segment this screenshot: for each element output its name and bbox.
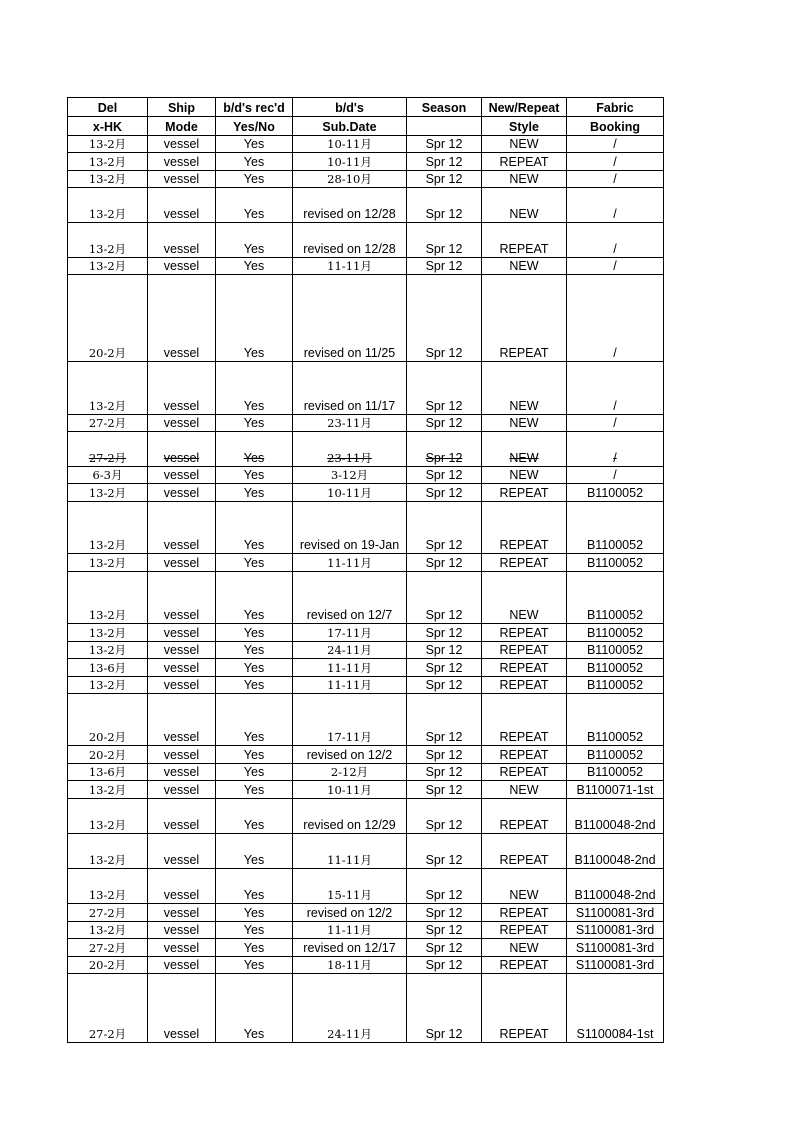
bds-recd-cell: Yes	[216, 572, 293, 624]
bds-recd-cell: Yes	[216, 834, 293, 869]
ship-mode-cell: vessel	[148, 188, 216, 223]
table-row	[68, 974, 664, 1043]
fabric-booking-cell: B1100052	[567, 746, 664, 764]
bds-recd-cell: Yes	[216, 624, 293, 642]
bds-recd-cell: Yes	[216, 415, 293, 432]
del-xhk-cell: 13-2月	[68, 834, 148, 869]
sub-date-cell: 10-11月	[293, 781, 407, 799]
header-del: Del	[68, 98, 148, 117]
ship-mode-cell: vessel	[148, 904, 216, 922]
table-row	[68, 188, 664, 223]
ship-mode-cell: vessel	[148, 171, 216, 188]
season-cell: Spr 12	[407, 554, 482, 572]
del-xhk-cell: 27-2月	[68, 432, 148, 467]
ship-mode-cell: vessel	[148, 694, 216, 746]
table-row	[68, 694, 664, 746]
ship-mode-cell: vessel	[148, 554, 216, 572]
del-xhk-cell: 13-2月	[68, 781, 148, 799]
season-cell: Spr 12	[407, 746, 482, 764]
bds-recd-cell: Yes	[216, 659, 293, 677]
table-body	[68, 136, 664, 1043]
fabric-booking-cell: B1100052	[567, 624, 664, 642]
fabric-booking-cell: /	[567, 432, 664, 467]
new-repeat-cell: NEW	[482, 432, 567, 467]
table-row	[68, 834, 664, 869]
fabric-booking-cell: S1100084-1st	[567, 974, 664, 1043]
bds-recd-cell: Yes	[216, 974, 293, 1043]
ship-mode-cell: vessel	[148, 939, 216, 957]
table-row	[68, 554, 664, 572]
new-repeat-cell: REPEAT	[482, 746, 567, 764]
header-style: Style	[482, 117, 567, 136]
fabric-booking-cell: B1100052	[567, 554, 664, 572]
table-header	[68, 98, 664, 136]
bds-recd-cell: Yes	[216, 258, 293, 275]
bulk-delivery-table	[67, 97, 664, 1043]
season-cell: Spr 12	[407, 188, 482, 223]
sub-date-cell: 15-11月	[293, 869, 407, 904]
del-xhk-cell: 13-2月	[68, 258, 148, 275]
season-cell: Spr 12	[407, 869, 482, 904]
bds-recd-cell: Yes	[216, 223, 293, 258]
bds-recd-cell: Yes	[216, 432, 293, 467]
del-xhk-cell: 13-2月	[68, 922, 148, 939]
season-cell: Spr 12	[407, 136, 482, 153]
table-row	[68, 136, 664, 153]
ship-mode-cell: vessel	[148, 764, 216, 781]
season-cell: Spr 12	[407, 415, 482, 432]
fabric-booking-cell: B1100071-1st	[567, 781, 664, 799]
season-cell: Spr 12	[407, 904, 482, 922]
del-xhk-cell: 13-2月	[68, 624, 148, 642]
fabric-booking-cell: /	[567, 223, 664, 258]
fabric-booking-cell: /	[567, 415, 664, 432]
table-row	[68, 659, 664, 677]
new-repeat-cell: REPEAT	[482, 659, 567, 677]
sub-date-cell: 10-11月	[293, 136, 407, 153]
season-cell: Spr 12	[407, 258, 482, 275]
ship-mode-cell: vessel	[148, 957, 216, 974]
fabric-booking-cell: S1100081-3rd	[567, 957, 664, 974]
bds-recd-cell: Yes	[216, 799, 293, 834]
fabric-booking-cell: B1100052	[567, 572, 664, 624]
sub-date-cell: revised on 12/28	[293, 223, 407, 258]
sub-date-cell: 3-12月	[293, 467, 407, 484]
ship-mode-cell: vessel	[148, 624, 216, 642]
sub-date-cell: revised on 12/28	[293, 188, 407, 223]
del-xhk-cell: 13-2月	[68, 642, 148, 659]
table-row	[68, 415, 664, 432]
new-repeat-cell: REPEAT	[482, 677, 567, 694]
del-xhk-cell: 13-6月	[68, 659, 148, 677]
sub-date-cell: revised on 19-Jan	[293, 502, 407, 554]
del-xhk-cell: 27-2月	[68, 939, 148, 957]
sub-date-cell: 11-11月	[293, 659, 407, 677]
new-repeat-cell: NEW	[482, 939, 567, 957]
table-row	[68, 432, 664, 467]
bds-recd-cell: Yes	[216, 171, 293, 188]
season-cell: Spr 12	[407, 939, 482, 957]
fabric-booking-cell: S1100081-3rd	[567, 939, 664, 957]
table-row	[68, 904, 664, 922]
sub-date-cell: 28-10月	[293, 171, 407, 188]
season-cell: Spr 12	[407, 171, 482, 188]
ship-mode-cell: vessel	[148, 275, 216, 362]
bds-recd-cell: Yes	[216, 642, 293, 659]
fabric-booking-cell: B1100048-2nd	[567, 869, 664, 904]
sub-date-cell: revised on 11/17	[293, 362, 407, 415]
table-row	[68, 362, 664, 415]
table-row	[68, 939, 664, 957]
table-row	[68, 572, 664, 624]
sub-date-cell: revised on 12/17	[293, 939, 407, 957]
header-mode: Mode	[148, 117, 216, 136]
fabric-booking-cell: /	[567, 258, 664, 275]
new-repeat-cell: NEW	[482, 362, 567, 415]
ship-mode-cell: vessel	[148, 922, 216, 939]
new-repeat-cell: REPEAT	[482, 694, 567, 746]
new-repeat-cell: REPEAT	[482, 922, 567, 939]
del-xhk-cell: 13-6月	[68, 764, 148, 781]
ship-mode-cell: vessel	[148, 974, 216, 1043]
ship-mode-cell: vessel	[148, 659, 216, 677]
table-row	[68, 624, 664, 642]
fabric-booking-cell: B1100048-2nd	[567, 799, 664, 834]
bds-recd-cell: Yes	[216, 136, 293, 153]
table-row	[68, 484, 664, 502]
del-xhk-cell: 13-2月	[68, 223, 148, 258]
del-xhk-cell: 13-2月	[68, 136, 148, 153]
ship-mode-cell: vessel	[148, 153, 216, 171]
new-repeat-cell: NEW	[482, 467, 567, 484]
bds-recd-cell: Yes	[216, 764, 293, 781]
header-sub-date: Sub.Date	[293, 117, 407, 136]
sub-date-cell: revised on 11/25	[293, 275, 407, 362]
bds-recd-cell: Yes	[216, 694, 293, 746]
del-xhk-cell: 13-2月	[68, 502, 148, 554]
bds-recd-cell: Yes	[216, 869, 293, 904]
new-repeat-cell: REPEAT	[482, 642, 567, 659]
new-repeat-cell: REPEAT	[482, 223, 567, 258]
header-bds: b/d's	[293, 98, 407, 117]
header-xhk: x-HK	[68, 117, 148, 136]
sub-date-cell: 23-11月	[293, 415, 407, 432]
new-repeat-cell: REPEAT	[482, 502, 567, 554]
ship-mode-cell: vessel	[148, 746, 216, 764]
sub-date-cell: 24-11月	[293, 974, 407, 1043]
ship-mode-cell: vessel	[148, 572, 216, 624]
del-xhk-cell: 6-3月	[68, 467, 148, 484]
table-row	[68, 467, 664, 484]
table-row	[68, 275, 664, 362]
del-xhk-cell: 20-2月	[68, 957, 148, 974]
season-cell: Spr 12	[407, 362, 482, 415]
season-cell: Spr 12	[407, 484, 482, 502]
sub-date-cell: 11-11月	[293, 834, 407, 869]
sub-date-cell: revised on 12/7	[293, 572, 407, 624]
new-repeat-cell: REPEAT	[482, 764, 567, 781]
new-repeat-cell: REPEAT	[482, 554, 567, 572]
season-cell: Spr 12	[407, 572, 482, 624]
season-cell: Spr 12	[407, 659, 482, 677]
ship-mode-cell: vessel	[148, 781, 216, 799]
table-row	[68, 153, 664, 171]
sub-date-cell: revised on 12/2	[293, 746, 407, 764]
new-repeat-cell: NEW	[482, 171, 567, 188]
table-row	[68, 642, 664, 659]
new-repeat-cell: NEW	[482, 572, 567, 624]
sub-date-cell: 24-11月	[293, 642, 407, 659]
header-booking: Booking	[567, 117, 664, 136]
header-new-repeat: New/Repeat	[482, 98, 567, 117]
table-row	[68, 746, 664, 764]
table-row	[68, 677, 664, 694]
bds-recd-cell: Yes	[216, 554, 293, 572]
bds-recd-cell: Yes	[216, 781, 293, 799]
new-repeat-cell: REPEAT	[482, 624, 567, 642]
season-cell: Spr 12	[407, 642, 482, 659]
sub-date-cell: revised on 12/2	[293, 904, 407, 922]
bds-recd-cell: Yes	[216, 957, 293, 974]
table-row	[68, 258, 664, 275]
season-cell: Spr 12	[407, 223, 482, 258]
header-ship: Ship	[148, 98, 216, 117]
season-cell: Spr 12	[407, 957, 482, 974]
header-row-1	[68, 98, 664, 117]
season-cell: Spr 12	[407, 502, 482, 554]
season-cell: Spr 12	[407, 922, 482, 939]
fabric-booking-cell: B1100052	[567, 659, 664, 677]
header-fabric: Fabric	[567, 98, 664, 117]
table-row	[68, 922, 664, 939]
del-xhk-cell: 13-2月	[68, 362, 148, 415]
fabric-booking-cell: /	[567, 188, 664, 223]
season-cell: Spr 12	[407, 467, 482, 484]
bds-recd-cell: Yes	[216, 746, 293, 764]
new-repeat-cell: NEW	[482, 781, 567, 799]
del-xhk-cell: 20-2月	[68, 746, 148, 764]
ship-mode-cell: vessel	[148, 223, 216, 258]
new-repeat-cell: REPEAT	[482, 799, 567, 834]
season-cell: Spr 12	[407, 275, 482, 362]
fabric-booking-cell: /	[567, 362, 664, 415]
ship-mode-cell: vessel	[148, 432, 216, 467]
bds-recd-cell: Yes	[216, 484, 293, 502]
ship-mode-cell: vessel	[148, 484, 216, 502]
fabric-booking-cell: B1100052	[567, 764, 664, 781]
bds-recd-cell: Yes	[216, 904, 293, 922]
season-cell: Spr 12	[407, 799, 482, 834]
fabric-booking-cell: B1100052	[567, 502, 664, 554]
new-repeat-cell: NEW	[482, 869, 567, 904]
sub-date-cell: 23-11月	[293, 432, 407, 467]
season-cell: Spr 12	[407, 781, 482, 799]
sub-date-cell: 11-11月	[293, 258, 407, 275]
fabric-booking-cell: B1100048-2nd	[567, 834, 664, 869]
table-row	[68, 781, 664, 799]
ship-mode-cell: vessel	[148, 834, 216, 869]
new-repeat-cell: REPEAT	[482, 484, 567, 502]
fabric-booking-cell: /	[567, 467, 664, 484]
sub-date-cell: 18-11月	[293, 957, 407, 974]
sub-date-cell: 10-11月	[293, 153, 407, 171]
bds-recd-cell: Yes	[216, 467, 293, 484]
table-row	[68, 171, 664, 188]
new-repeat-cell: REPEAT	[482, 153, 567, 171]
fabric-booking-cell: B1100052	[567, 677, 664, 694]
del-xhk-cell: 13-2月	[68, 171, 148, 188]
ship-mode-cell: vessel	[148, 136, 216, 153]
table-row	[68, 223, 664, 258]
ship-mode-cell: vessel	[148, 467, 216, 484]
header-yes-no: Yes/No	[216, 117, 293, 136]
ship-mode-cell: vessel	[148, 677, 216, 694]
season-cell: Spr 12	[407, 694, 482, 746]
ship-mode-cell: vessel	[148, 869, 216, 904]
new-repeat-cell: REPEAT	[482, 275, 567, 362]
ship-mode-cell: vessel	[148, 362, 216, 415]
bds-recd-cell: Yes	[216, 502, 293, 554]
header-row-2	[68, 117, 664, 136]
del-xhk-cell: 27-2月	[68, 415, 148, 432]
fabric-booking-cell: /	[567, 171, 664, 188]
sub-date-cell: revised on 12/29	[293, 799, 407, 834]
new-repeat-cell: NEW	[482, 188, 567, 223]
season-cell: Spr 12	[407, 677, 482, 694]
bds-recd-cell: Yes	[216, 153, 293, 171]
new-repeat-cell: REPEAT	[482, 957, 567, 974]
table-row	[68, 799, 664, 834]
sub-date-cell: 11-11月	[293, 554, 407, 572]
sub-date-cell: 17-11月	[293, 624, 407, 642]
header-season: Season	[407, 98, 482, 117]
del-xhk-cell: 13-2月	[68, 572, 148, 624]
sub-date-cell: 17-11月	[293, 694, 407, 746]
ship-mode-cell: vessel	[148, 415, 216, 432]
fabric-booking-cell: S1100081-3rd	[567, 904, 664, 922]
season-cell: Spr 12	[407, 764, 482, 781]
bds-recd-cell: Yes	[216, 275, 293, 362]
new-repeat-cell: NEW	[482, 415, 567, 432]
sub-date-cell: 11-11月	[293, 677, 407, 694]
ship-mode-cell: vessel	[148, 258, 216, 275]
del-xhk-cell: 27-2月	[68, 904, 148, 922]
del-xhk-cell: 20-2月	[68, 694, 148, 746]
header-season-blank	[407, 117, 482, 136]
fabric-booking-cell: B1100052	[567, 694, 664, 746]
bds-recd-cell: Yes	[216, 677, 293, 694]
del-xhk-cell: 13-2月	[68, 153, 148, 171]
ship-mode-cell: vessel	[148, 502, 216, 554]
sub-date-cell: 2-12月	[293, 764, 407, 781]
table-row	[68, 764, 664, 781]
new-repeat-cell: REPEAT	[482, 904, 567, 922]
new-repeat-cell: REPEAT	[482, 834, 567, 869]
table-row	[68, 957, 664, 974]
del-xhk-cell: 20-2月	[68, 275, 148, 362]
fabric-booking-cell: /	[567, 136, 664, 153]
del-xhk-cell: 13-2月	[68, 677, 148, 694]
fabric-booking-cell: /	[567, 153, 664, 171]
season-cell: Spr 12	[407, 432, 482, 467]
ship-mode-cell: vessel	[148, 642, 216, 659]
del-xhk-cell: 27-2月	[68, 974, 148, 1043]
table-row	[68, 502, 664, 554]
bds-recd-cell: Yes	[216, 188, 293, 223]
sub-date-cell: 11-11月	[293, 922, 407, 939]
del-xhk-cell: 13-2月	[68, 188, 148, 223]
del-xhk-cell: 13-2月	[68, 484, 148, 502]
bds-recd-cell: Yes	[216, 362, 293, 415]
new-repeat-cell: REPEAT	[482, 974, 567, 1043]
fabric-booking-cell: B1100052	[567, 484, 664, 502]
sub-date-cell: 10-11月	[293, 484, 407, 502]
new-repeat-cell: NEW	[482, 136, 567, 153]
season-cell: Spr 12	[407, 974, 482, 1043]
del-xhk-cell: 13-2月	[68, 869, 148, 904]
bds-recd-cell: Yes	[216, 939, 293, 957]
fabric-booking-cell: B1100052	[567, 642, 664, 659]
header-bds-recd: b/d's rec'd	[216, 98, 293, 117]
ship-mode-cell: vessel	[148, 799, 216, 834]
new-repeat-cell: NEW	[482, 258, 567, 275]
fabric-booking-cell: S1100081-3rd	[567, 922, 664, 939]
fabric-booking-cell: /	[567, 275, 664, 362]
bds-recd-cell: Yes	[216, 922, 293, 939]
season-cell: Spr 12	[407, 834, 482, 869]
del-xhk-cell: 13-2月	[68, 554, 148, 572]
del-xhk-cell: 13-2月	[68, 799, 148, 834]
season-cell: Spr 12	[407, 153, 482, 171]
season-cell: Spr 12	[407, 624, 482, 642]
table-row	[68, 869, 664, 904]
